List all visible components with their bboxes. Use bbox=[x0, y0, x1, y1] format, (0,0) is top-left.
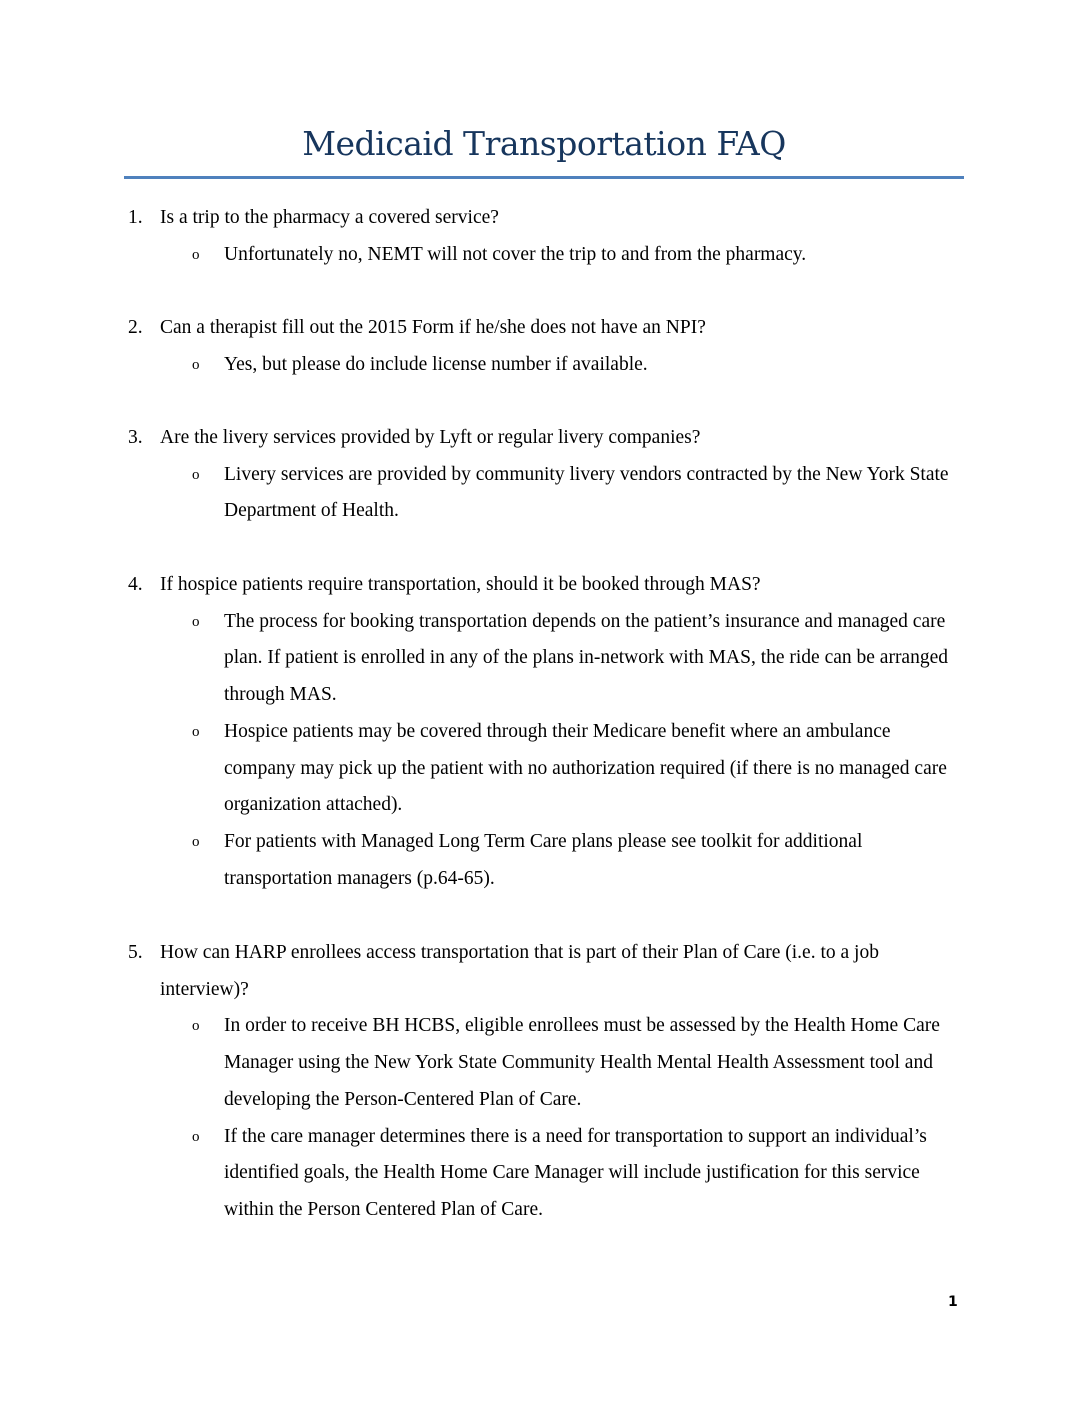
faq-answer: o Unfortunately no, NEMT will not cover the trip to and from the pharmacy. bbox=[128, 237, 968, 274]
faq-answer: o In order to receive BH HCBS, eligible enrollees must be assessed by the Health Home Care Manager using the New York State Community Health Mental Health Assessment tool and developing the Person-Centered Plan of Care. bbox=[128, 1008, 964, 1118]
faq-question: If hospice patients require transportation, should it be booked through MAS? bbox=[160, 574, 761, 595]
faq-answer: o Hospice patients may be covered through their Medicare benefit where an ambulance company may pick up the patient with no authorization required (if there is no managed care organization attached). bbox=[128, 714, 964, 824]
faq-item-2 bbox=[128, 310, 968, 383]
bullet-icon: o bbox=[192, 466, 200, 483]
faq-question: Is a trip to the pharmacy a covered service? bbox=[160, 207, 499, 228]
faq-answer: o For patients with Managed Long Term Care plans please see toolkit for additional transportation managers (p.64-65). bbox=[128, 824, 964, 897]
faq-number: 3. bbox=[128, 427, 143, 448]
faq-item-4 bbox=[128, 567, 968, 897]
bullet-icon: o bbox=[192, 613, 200, 630]
faq-question: Can a therapist fill out the 2015 Form if he/she does not have an NPI? bbox=[160, 317, 706, 338]
page-number: 1 bbox=[948, 1294, 958, 1310]
faq-answer: o If the care manager determines there is a need for transportation to support an individual’s identified goals, the Health Home Care Manager will include justification for this service within the Person Centered Plan of Care. bbox=[128, 1119, 964, 1229]
faq-number: 2. bbox=[128, 317, 143, 338]
faq-answer: o The process for booking transportation depends on the patient’s insurance and managed care plan. If patient is enrolled in any of the plans in-network with MAS, the ride can be arranged through MAS. bbox=[128, 604, 964, 714]
bullet-icon: o bbox=[192, 1018, 200, 1035]
faq-item-1 bbox=[128, 200, 968, 273]
bullet-icon: o bbox=[192, 356, 200, 373]
faq-question: Are the livery services provided by Lyft or regular livery companies? bbox=[160, 427, 701, 448]
bullet-icon: o bbox=[192, 1128, 200, 1145]
faq-number: 4. bbox=[128, 574, 143, 595]
bullet-icon: o bbox=[192, 723, 200, 740]
page-title: Medicaid Transportation FAQ bbox=[302, 124, 786, 163]
faq-answer: o Yes, but please do include license number if available. bbox=[128, 347, 968, 384]
faq-item-5 bbox=[128, 935, 968, 1229]
faq-question: How can HARP enrollees access transportation that is part of their Plan of Care (i.e. to a job interview)? bbox=[160, 942, 879, 1000]
title-underline bbox=[124, 176, 964, 179]
faq-number: 1. bbox=[128, 207, 143, 228]
faq-item-3 bbox=[128, 420, 968, 530]
bullet-icon: o bbox=[192, 246, 200, 263]
bullet-icon: o bbox=[192, 833, 200, 850]
faq-answer: o Livery services are provided by community livery vendors contracted by the New York State Department of Health. bbox=[128, 457, 984, 530]
faq-number: 5. bbox=[128, 942, 143, 963]
